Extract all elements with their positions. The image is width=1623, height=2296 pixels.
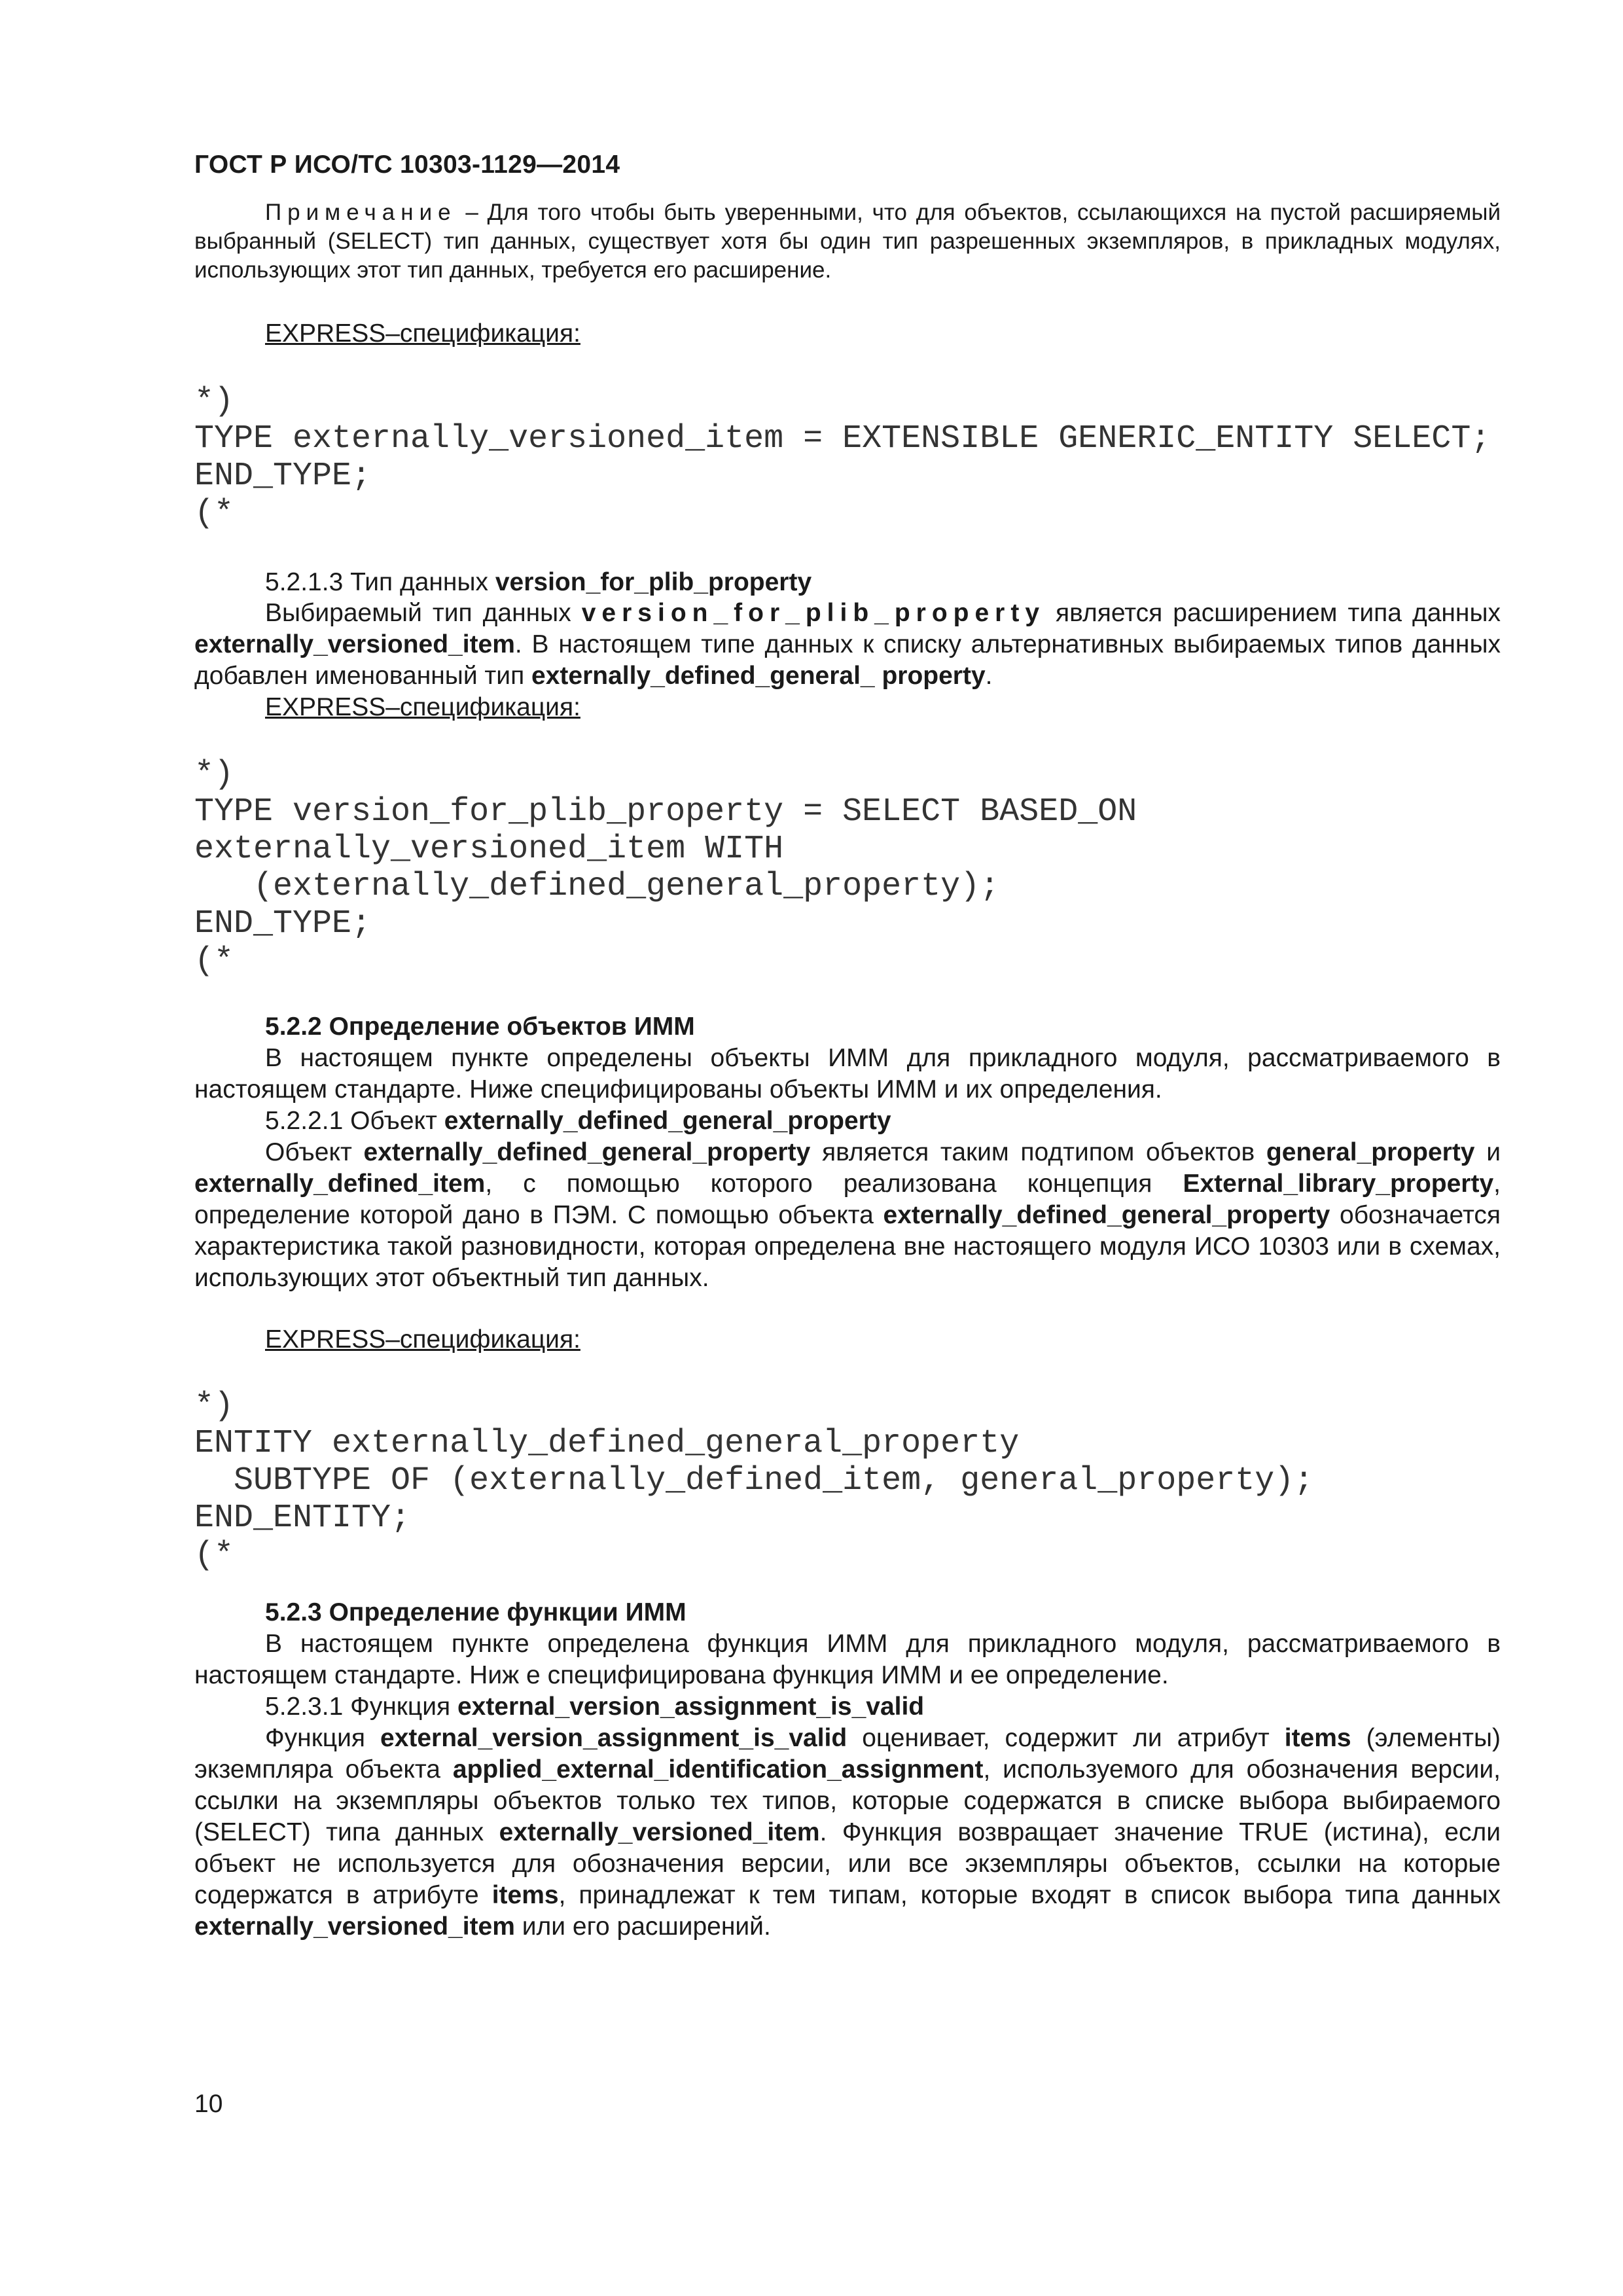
bold-term: externally_defined_general_property (363, 1138, 811, 1166)
bold-term: applied_external_identification_assignment (452, 1755, 984, 1784)
section-5-2-1-3-prefix: 5.2.1.3 Тип данных (265, 568, 495, 596)
text-run: Выбираемый тип данных (265, 599, 582, 627)
text-run: обозначается характеристика такой разновидности, которая определена вне настоящего модуля ИСО 10303 или в схемах, использующих этот объектный тип данных. (194, 1201, 1501, 1292)
bold-term: items (1284, 1724, 1351, 1752)
note-label: Примечание (265, 200, 457, 225)
bold-term: external_version_assignment_is_valid (380, 1724, 847, 1752)
bold-term: externally_versioned_item (194, 630, 515, 658)
text-run: , используемого для обозначения версии, ссылки на экземпляры объектов только тех типов, которые содержатся в списке выбора выбираемого (SELECT) типа данных (194, 1755, 1501, 1846)
section-5-2-3-1-heading (265, 1691, 924, 1723)
text-run: . (985, 662, 993, 690)
section-5-2-3-heading (265, 1597, 687, 1628)
bold-term: items (491, 1881, 559, 1909)
text-run: или его расширений. (514, 1912, 771, 1941)
bold-term: externally_versioned_item (499, 1818, 820, 1846)
section-5-2-3-1-prefix: 5.2.3.1 Функция (265, 1693, 457, 1721)
bold-term: version_for_plib_property (581, 599, 1046, 627)
section-5-2-2-title: 5.2.2 Определение объектов ИММ (265, 1013, 695, 1041)
section-5-2-2-1-prefix: 5.2.2.1 Объект (265, 1107, 444, 1135)
code-block-externally-defined-general-property: *) ENTITY externally_defined_general_property SUBTYPE OF (externally_defined_item, general_property); END_ENTITY; (* (194, 1388, 1314, 1574)
text-run: Объект (265, 1138, 364, 1166)
text-run: , с помощью которого реализована концепция (485, 1170, 1183, 1198)
text-run: , определение которой дано в ПЭМ. С помощью объекта (194, 1170, 1501, 1229)
bold-term: general_property (1266, 1138, 1475, 1166)
text-run: и (1474, 1138, 1501, 1166)
bold-term: externally_defined_general_property (883, 1201, 1330, 1229)
bold-term: External_library_property (1183, 1170, 1494, 1198)
express-spec-label: EXPRESS–спецификация: (265, 693, 580, 721)
bold-term: externally_versioned_item (194, 1912, 515, 1941)
section-5-2-2-1-heading (265, 1105, 891, 1137)
code-block-version-for-plib-property: *) TYPE version_for_plib_property = SELECT BASED_ON externally_versioned_item WITH (externally_defined_general_property); END_TYPE; (* (194, 756, 1137, 980)
bold-term: externally_defined_item (194, 1170, 486, 1198)
text-run: Функция (265, 1724, 380, 1752)
express-spec-label: EXPRESS–спецификация: (265, 1325, 580, 1354)
section-5-2-2-heading (265, 1011, 695, 1043)
section-5-2-1-3-name: version_for_plib_property (495, 568, 812, 596)
note-paragraph (194, 198, 1501, 285)
page-number: 10 (194, 2090, 223, 2118)
section-5-2-1-3-paragraph (194, 598, 1501, 692)
text-run: , принадлежат к тем типам, которые входят в список выбора типа данных (558, 1881, 1501, 1909)
section-5-2-2-intro: В настоящем пункте определены объекты ИММ для прикладного модуля, рассматриваемого в настоящем стандарте. Ниже специфицированы объекты ИММ и их определения. (194, 1044, 1501, 1103)
section-5-2-3-title: 5.2.3 Определение функции ИММ (265, 1598, 687, 1626)
bold-term: externally_defined_general_ property (531, 662, 986, 690)
text-run: является расширением типа данных (1045, 599, 1501, 627)
text-run: . Функция возвращает значение TRUE (истина), если объект не используется для обозначения версии, или все экземпляры объектов, ссылки на которые содержатся в атрибуте (194, 1818, 1501, 1909)
document-header: ГОСТ Р ИСО/ТС 10303-1129—2014 (194, 151, 620, 179)
section-5-2-2-1-name: externally_defined_general_property (444, 1107, 891, 1135)
note-text: – Для того чтобы быть уверенными, что для объектов, ссылающихся на пустой расширяемый выбранный (SELECT) тип данных, существует хотя бы один тип разрешенных экземпляров, в прикладных модулях, использующих этот тип данных, требуется его расширение. (194, 200, 1501, 283)
text-run: является таким подтипом объектов (810, 1138, 1266, 1166)
text-run: . В настоящем типе данных к списку альтернативных выбираемых типов данных добавлен именованный тип (194, 630, 1501, 690)
section-5-2-3-intro: В настоящем пункте определена функция ИММ для прикладного модуля, рассматриваемого в настоящем стандарте. Ниж е специфицирована функция ИММ и ее определение. (194, 1630, 1501, 1689)
section-5-2-1-3-heading (265, 567, 812, 598)
section-5-2-3-1-paragraph (194, 1723, 1501, 1943)
text-run: (элементы) экземпляра объекта (194, 1724, 1501, 1784)
section-5-2-2-1-paragraph (194, 1137, 1501, 1294)
express-spec-label: EXPRESS–спецификация: (265, 319, 580, 348)
text-run: оценивает, содержит ли атрибут (847, 1724, 1285, 1752)
code-block-externally-versioned-item: *) TYPE externally_versioned_item = EXTENSIBLE GENERIC_ENTITY SELECT; END_TYPE; (* (194, 383, 1491, 532)
section-5-2-3-1-name: external_version_assignment_is_valid (457, 1693, 925, 1721)
